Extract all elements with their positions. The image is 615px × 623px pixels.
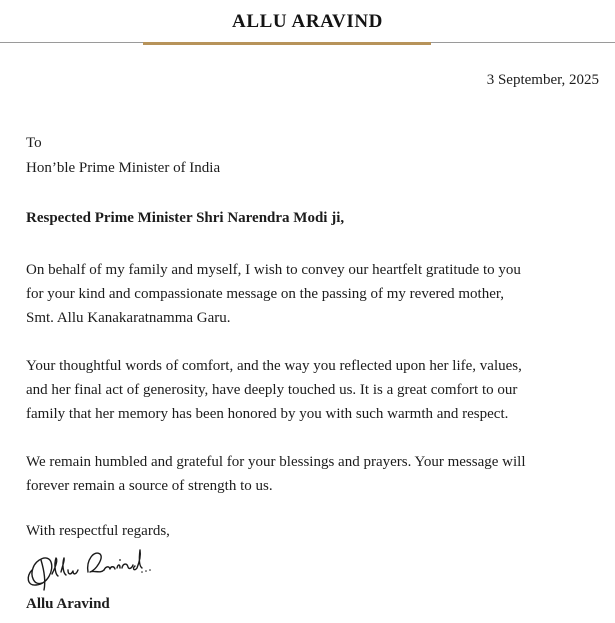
paragraph-line: On behalf of my family and myself, I wish to convey our heartfelt gratitude to you <box>26 262 521 278</box>
paragraph-line: and her final act of generosity, have deeply touched us. It is a great comfort to our <box>26 382 518 398</box>
letterhead-name: ALLU ARAVIND <box>232 11 383 32</box>
letterhead <box>0 0 615 50</box>
letter-date: 3 September, 2025 <box>486 72 599 88</box>
signature-icon <box>24 546 164 594</box>
paragraph-line: Smt. Allu Kanakaratnamma Garu. <box>26 310 231 326</box>
paragraph-line: for your kind and compassionate message on the passing of my revered mother, <box>26 286 505 302</box>
to-label: To <box>26 135 42 151</box>
salutation: Respected Prime Minister Shri Narendra Modi ji, <box>26 210 345 226</box>
sender-name: Allu Aravind <box>26 596 110 612</box>
paragraph-2 <box>26 354 606 426</box>
paragraph-line: family that her memory has been honored by you with such warmth and respect. <box>26 406 509 422</box>
paragraph-line: We remain humbled and grateful for your blessings and prayers. Your message will <box>26 454 526 470</box>
paragraph-3 <box>26 450 606 498</box>
paragraph-line: Your thoughtful words of comfort, and the way you reflected upon her life, values, <box>26 358 522 374</box>
recipient: Hon’ble Prime Minister of India <box>26 160 221 176</box>
paragraph-1 <box>26 258 606 330</box>
paragraph-line: forever remain a source of strength to us. <box>26 478 273 494</box>
closing: With respectful regards, <box>26 523 170 539</box>
letterhead-accent-bar <box>143 42 431 45</box>
